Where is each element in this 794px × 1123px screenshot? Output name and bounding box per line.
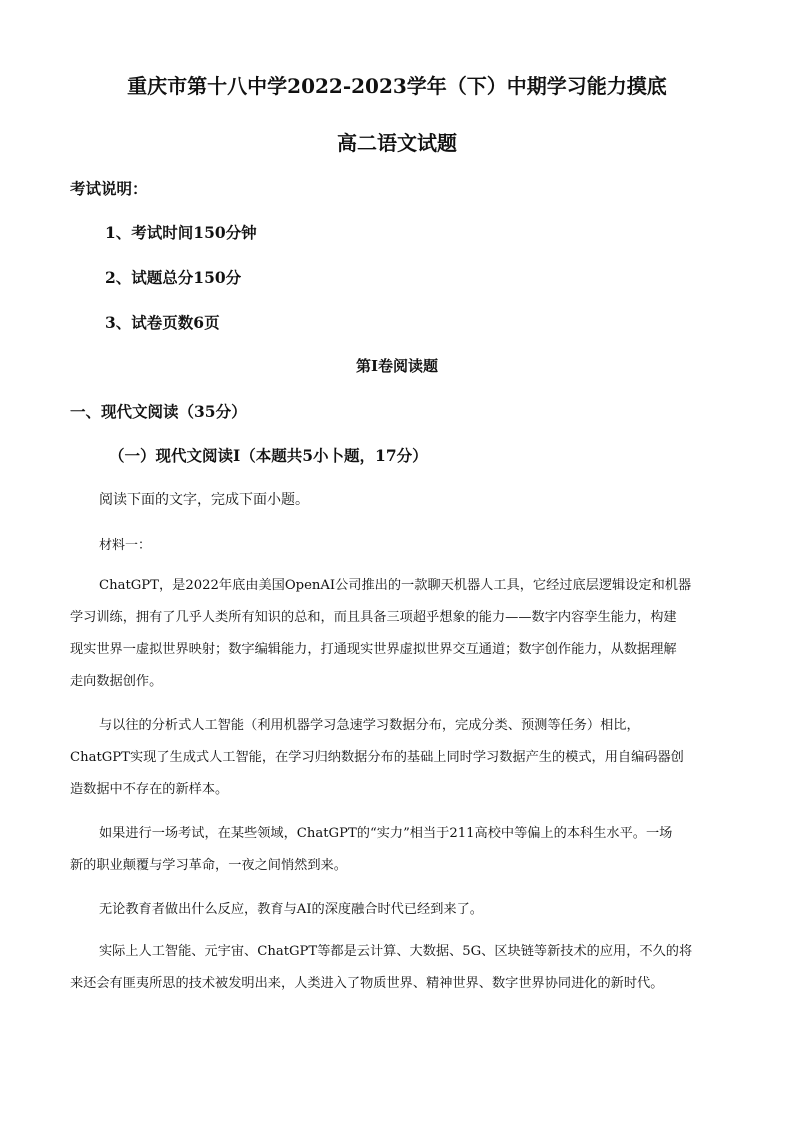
exam-note-score: 2、试题总分150分 [105,268,242,287]
exam-note-time: 1、考试时间150分钟 [105,223,257,242]
exam-note-pages: 3、试卷页数6页 [105,313,220,332]
paragraph-line: ChatGPT实现了生成式人工智能，在学习归纳数据分布的基础上同时学习数据产生的模式，用自编码器创 [70,750,684,765]
paragraph-line: 实际上人工智能、元宇宙、ChatGPT等都是云计算、大数据、5G、区块链等新技术的应用，不久的将 [99,944,693,959]
paragraph-line: 造数据中不存在的新样本。 [70,782,229,797]
paragraph-line: 新的职业颠覆与学习革命，一夜之间悄然到来。 [70,858,347,873]
paragraph-line: 学习训练，拥有了几乎人类所有知识的总和，而且具备三项超乎想象的能力——数字内容孪生能力，构建 [70,610,677,625]
paragraph-line: 如果进行一场考试，在某些领域，ChatGPT的“实力”相当于211高校中等偏上的本科生水平。一场 [99,826,673,841]
paragraph-line: 现实世界一虚拟世界映射；数字编辑能力，打通现实世界虚拟世界交互通道；数字创作能力，从数据理解 [70,642,677,657]
document-subtitle: 高二语文试题 [337,131,457,155]
paragraph-line: 来还会有匪夷所思的技术被发明出来，人类进入了物质世界、精神世界、数字世界协同进化的新时代。 [70,976,664,991]
part-title: 第Ⅰ卷阅读题 [355,357,439,375]
document-title: 重庆市第十八中学2022-2023学年（下）中期学习能力摸底 [127,74,667,98]
reading-instruction: 阅读下面的文字，完成下面小题。 [99,492,309,508]
material-label: 材料一： [99,538,152,553]
paragraph-2 [70,710,726,806]
paragraph-line: 无论教育者做出什么反应，教育与AI的深度融合时代已经到来了。 [99,902,483,917]
paragraph-5 [70,936,726,1000]
paragraph-4 [70,894,726,926]
paragraph-line: 走向数据创作。 [70,674,163,689]
paragraph-3 [70,818,726,882]
exam-notes-heading: 考试说明： [70,179,148,198]
subsection-heading: （一）现代文阅读Ⅰ（本题共5小卜题，17分） [109,446,428,465]
paragraph-line: 与以往的分析式人工智能（利用机器学习急速学习数据分布，完成分类、预测等任务）相比， [99,718,640,733]
section-heading: 一、现代文阅读（35分） [70,402,247,421]
paragraph-1 [70,570,726,698]
paragraph-line: ChatGPT，是2022年底由美国OpenAI公司推出的一款聊天机器人工具，它经过底层逻辑设定和机器 [99,578,692,593]
